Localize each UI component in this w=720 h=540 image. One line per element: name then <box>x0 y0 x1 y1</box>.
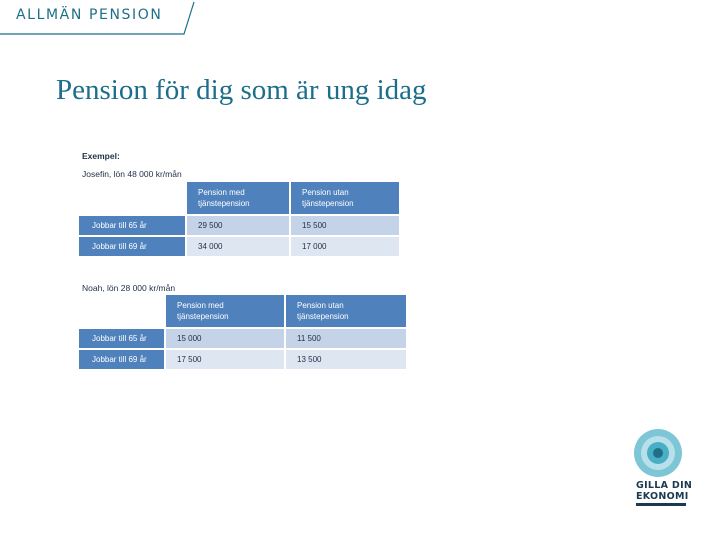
table-header-row <box>79 295 406 327</box>
table-header-row <box>79 182 399 214</box>
column-header-without-pension <box>291 182 399 214</box>
pension-table-noah <box>77 293 408 371</box>
section-header-label: ALLMÄN PENSION <box>16 7 163 23</box>
cell-without-pension: 11 500 <box>286 329 406 348</box>
pension-table-josefin <box>77 180 401 258</box>
table-corner-cell <box>79 182 185 214</box>
column-header-line: Pension utan <box>302 188 349 197</box>
cell-with-pension: 15 000 <box>166 329 284 348</box>
column-header-with-pension <box>166 295 284 327</box>
column-header-with-pension <box>187 182 289 214</box>
cell-without-pension: 17 000 <box>291 237 399 256</box>
table-row <box>79 350 406 369</box>
cell-without-pension: 13 500 <box>286 350 406 369</box>
row-label: Jobbar till 65 år <box>79 216 185 235</box>
example-label: Exempel: <box>82 151 120 161</box>
column-header-line: Pension med <box>198 188 245 197</box>
page-title: Pension för dig som är ung idag <box>56 74 427 106</box>
cell-with-pension: 17 500 <box>166 350 284 369</box>
column-header-line: Pension med <box>177 301 224 310</box>
cell-without-pension: 15 500 <box>291 216 399 235</box>
row-label: Jobbar till 69 år <box>79 350 164 369</box>
row-label: Jobbar till 65 år <box>79 329 164 348</box>
table-row <box>79 216 399 235</box>
cell-with-pension: 29 500 <box>187 216 289 235</box>
cell-with-pension: 34 000 <box>187 237 289 256</box>
column-header-line: tjänstepension <box>302 199 354 208</box>
column-header-line: tjänstepension <box>297 312 349 321</box>
table-caption-noah: Noah, lön 28 000 kr/mån <box>82 283 176 293</box>
column-header-line: Pension utan <box>297 301 344 310</box>
column-header-line: tjänstepension <box>177 312 229 321</box>
logo-text-line1: GILLA DIN <box>636 480 693 491</box>
column-header-line: tjänstepension <box>198 199 250 208</box>
table-corner-cell <box>79 295 164 327</box>
table-caption-josefin: Josefin, lön 48 000 kr/mån <box>82 169 182 179</box>
row-label: Jobbar till 69 år <box>79 237 185 256</box>
column-header-without-pension <box>286 295 406 327</box>
table-row <box>79 237 399 256</box>
table-row <box>79 329 406 348</box>
logo-text-line2: EKONOMI <box>636 491 689 502</box>
